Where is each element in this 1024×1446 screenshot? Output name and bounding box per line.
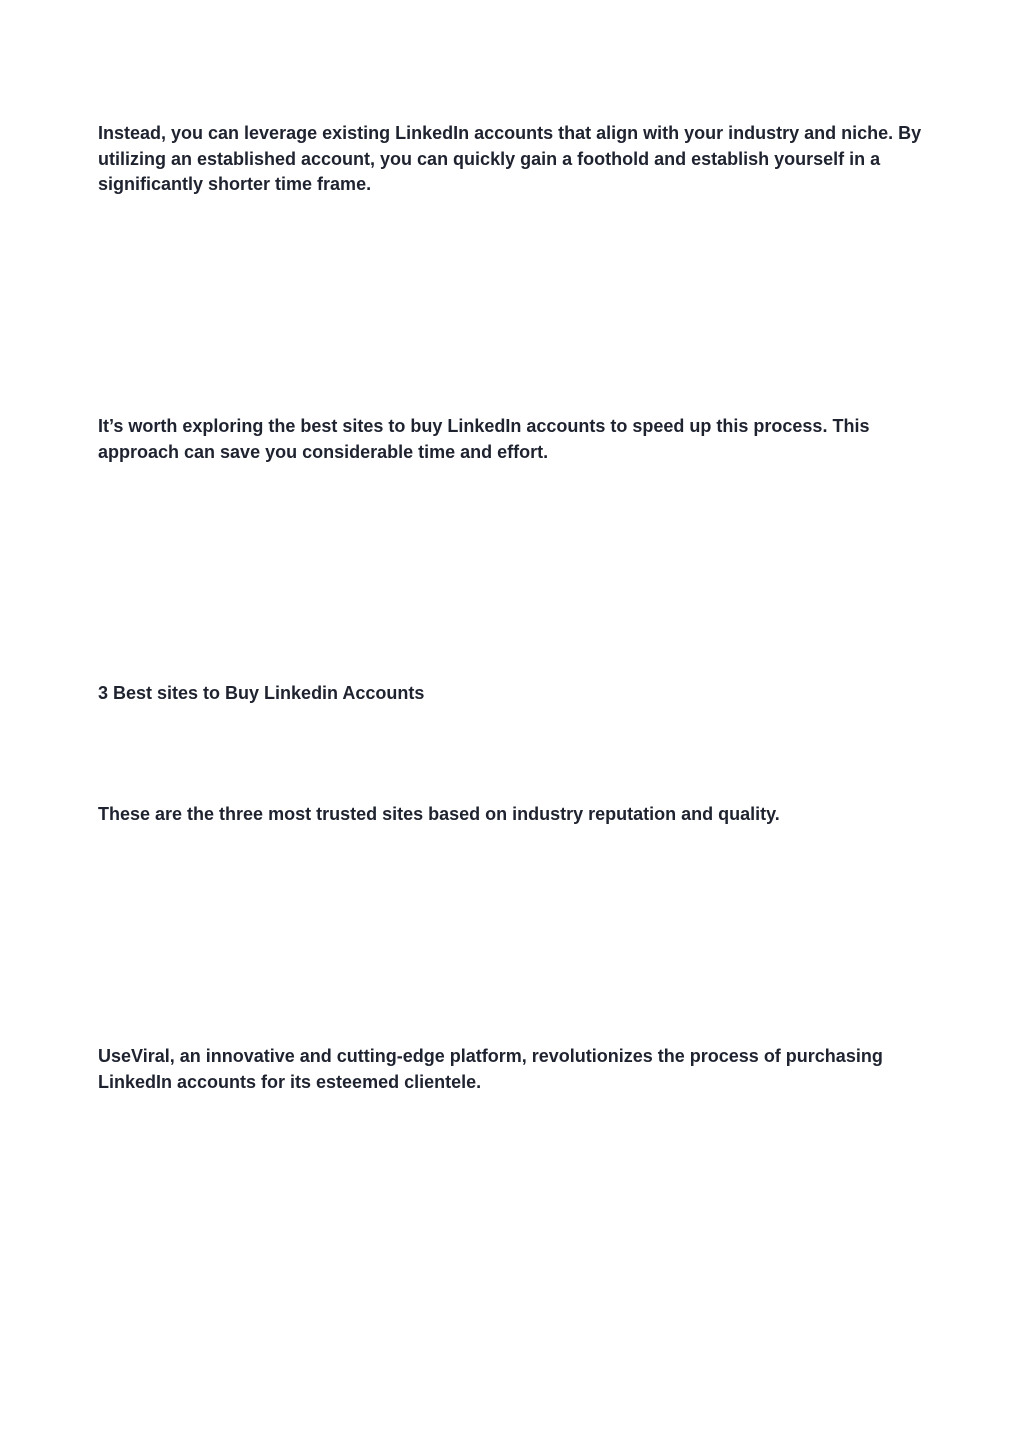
exploring-paragraph: It’s worth exploring the best sites to buy LinkedIn accounts to speed up this process. This approach can save you considerable time and effort.	[98, 416, 870, 462]
useviral-paragraph: UseViral, an innovative and cutting-edge platform, revolutionizes the process of purchasing LinkedIn accounts for its esteemed clientele.	[98, 1046, 883, 1092]
intro-paragraph: Instead, you can leverage existing LinkedIn accounts that align with your industry and niche. By utilizing an established account, you can quickly gain a foothold and establish yourself in a significantly shorter time frame.	[98, 123, 922, 194]
section-heading: 3 Best sites to Buy Linkedin Accounts	[98, 683, 425, 703]
section-intro-paragraph: These are the three most trusted sites based on industry reputation and quality.	[98, 804, 780, 824]
